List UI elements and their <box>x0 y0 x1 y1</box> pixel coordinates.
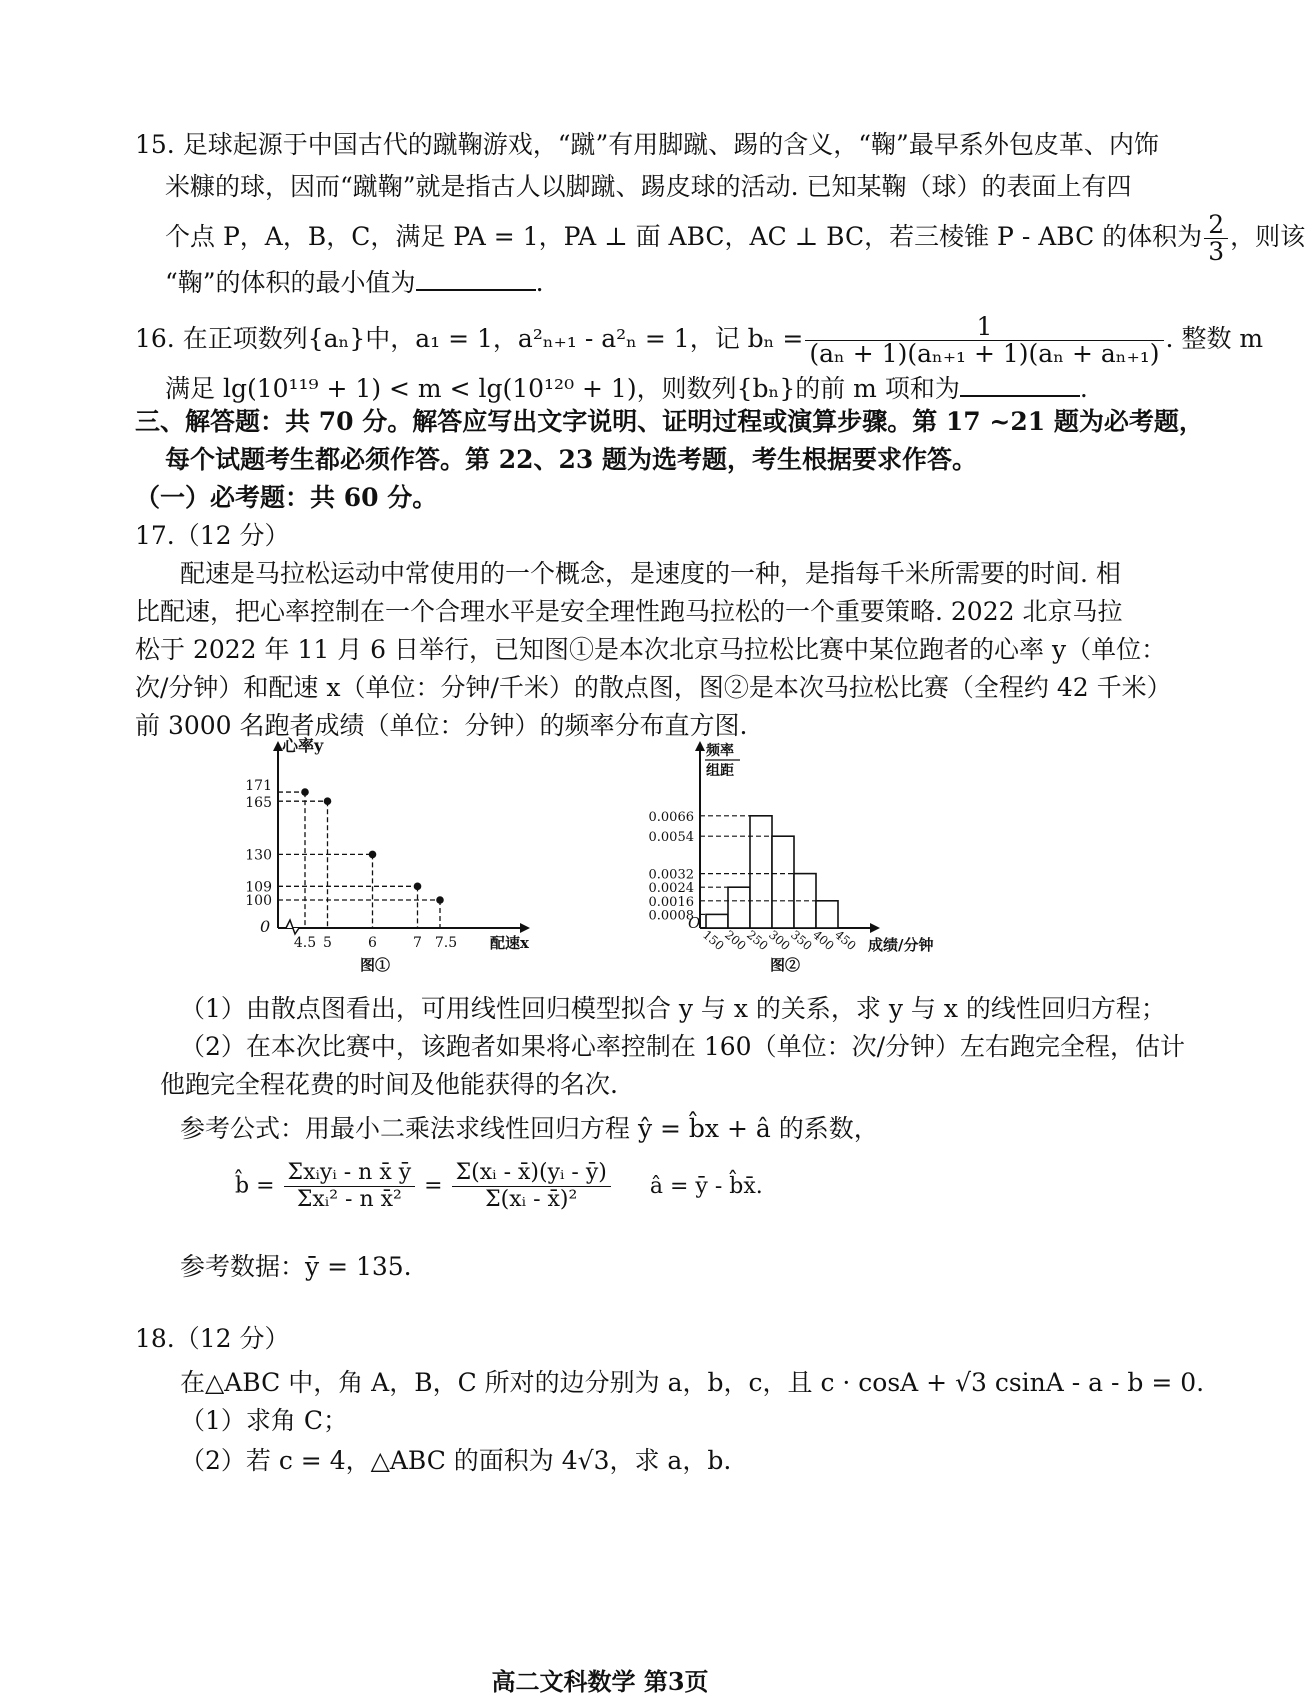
q15-line4 <box>165 266 544 300</box>
q16-line1-end: . 整数 m <box>1165 324 1264 353</box>
y-tick-label-1: 0.0054 <box>648 830 694 846</box>
q17-formula-title: 参考公式：用最小二乘法求线性回归方程 ŷ = b̂x + â 的系数， <box>180 1114 879 1143</box>
y-tick-label-2: 130 <box>245 847 272 864</box>
q17-part2-cont: 他跑完全程花费的时间及他能获得的名次. <box>160 1070 618 1099</box>
q16-bn-fraction <box>805 314 1163 367</box>
q15-line4-end: . <box>535 268 544 297</box>
q17-formula <box>235 1160 763 1213</box>
y-axis-label-numerator: 频率 <box>706 743 734 759</box>
q15-volume-fraction <box>1204 212 1228 265</box>
page-footer: 高二文科数学 第3页 <box>491 1667 709 1696</box>
q16-line1 <box>135 314 1263 367</box>
histogram-bar-2 <box>750 816 772 928</box>
y-tick-label-4: 100 <box>245 893 272 909</box>
y-axis-arrow <box>695 741 705 751</box>
q15-frac-den: 3 <box>1208 237 1225 266</box>
q15-line3-text: 个点 P，A，B，C，满足 PA = 1，PA ⊥ 面 ABC，AC ⊥ BC，若三棱锥 P - ABC 的体积为 <box>165 222 1203 251</box>
q17-ref-data: 参考数据：ȳ = 135. <box>180 1252 412 1281</box>
histogram-finish-time <box>620 735 960 980</box>
y-axis-label-denominator: 组距 <box>706 763 734 779</box>
q15-line1: 15. 足球起源于中国古代的蹴鞠游戏，“蹴”有用脚蹴、踢的含义，“鞠”最早系外包皮革、内饰 <box>135 130 1159 159</box>
data-point-3 <box>414 883 422 891</box>
q16-line2-end: . <box>1079 374 1088 403</box>
x-tick-label-5: 400 <box>810 927 837 954</box>
formula-a-hat: â = ȳ - b̂x̄. <box>649 1173 763 1199</box>
histogram-bar-5 <box>816 901 838 928</box>
x-axis-label: 成绩/分钟 <box>868 936 934 954</box>
q17-para-5: 前 3000 名跑者成绩（单位：分钟）的频率分布直方图. <box>135 711 748 740</box>
y-tick-label-4: 0.0016 <box>648 894 694 910</box>
q16-line2 <box>165 372 1088 406</box>
q17-part1: （1）由散点图看出，可用线性回归模型拟合 y 与 x 的关系，求 y 与 x 的线性回归方程； <box>180 994 1166 1023</box>
x-tick-label-6: 450 <box>832 927 859 954</box>
q16-answer-blank <box>960 373 1080 397</box>
formula-frac-2 <box>452 1160 611 1213</box>
q15-answer-blank <box>416 267 536 291</box>
q15-line2: 米糠的球，因而“蹴鞠”就是指古人以脚蹴、踢皮球的活动. 已知某鞠（球）的表面上有四 <box>165 172 1132 201</box>
figure-caption: 图① <box>360 956 391 974</box>
q17-para-2: 比配速，把心率控制在一个合理水平是安全理性跑马拉松的一个重要策略. 2022 北京马拉 <box>135 597 1123 626</box>
q16-frac-den: (aₙ + 1)(aₙ₊₁ + 1)(aₙ + aₙ₊₁) <box>809 339 1160 368</box>
formula-b-hat: b̂ = <box>235 1173 275 1199</box>
y-tick-label-3: 109 <box>245 879 272 896</box>
q16-line2-text: 满足 lg(10¹¹⁹ + 1) < m < lg(10¹²⁰ + 1)，则数列{bₙ}的前 m 项和为 <box>165 374 960 403</box>
x-axis-label: 配速x <box>490 934 529 952</box>
x-axis-arrow <box>870 923 880 933</box>
y-tick-label-2: 0.0032 <box>648 867 694 883</box>
q18-stem: 在△ABC 中，角 A，B，C 所对的边分别为 a，b，c，且 c · cosA + √3 csinA - a - b = 0. <box>180 1368 1205 1397</box>
x-tick-label-2: 250 <box>744 927 771 954</box>
formula-frac-1 <box>284 1160 416 1213</box>
formula-den-2: Σ(xᵢ - x̄)² <box>485 1187 578 1212</box>
y-tick-label-3: 0.0024 <box>648 881 694 897</box>
x-tick-label-2: 6 <box>368 935 377 951</box>
formula-num-1: Σxᵢyᵢ - n x̄ ȳ <box>284 1160 416 1187</box>
q17-part2: （2）在本次比赛中，该跑者如果将心率控制在 160（单位：次/分钟）左右跑完全程，估计 <box>180 1032 1185 1061</box>
y-tick-label-0: 0.0066 <box>648 809 694 825</box>
q17-para-1: 配速是马拉松运动中常使用的一个概念，是速度的一种，是指每千米所需要的时间. 相 <box>180 559 1121 588</box>
x-tick-label-4: 350 <box>788 927 815 954</box>
x-tick-label-1: 5 <box>323 935 332 951</box>
data-point-2 <box>369 851 377 859</box>
x-tick-label-3: 300 <box>766 927 793 954</box>
section3-required: （一）必考题：共 60 分。 <box>135 483 438 512</box>
section3-line2: 每个试题考生都必须作答。第 22、23 题为选考题，考生根据要求作答。 <box>165 445 977 474</box>
q16-frac-num: 1 <box>805 314 1163 341</box>
q15-frac-num: 2 <box>1204 212 1228 239</box>
q17-para-4: 次/分钟）和配速 x（单位：分钟/千米）的散点图，图②是本次马拉松比赛（全程约 42 千米） <box>135 673 1172 702</box>
y-axis-label: 心率y <box>282 736 324 755</box>
section3-heading: 三、解答题：共 70 分。解答应写出文字说明、证明过程或演算步骤。第 17 ~21 题为必考题， <box>135 407 1204 436</box>
x-tick-label-0: 150 <box>700 927 727 954</box>
origin-label: 0 <box>260 917 271 936</box>
y-tick-label-1: 165 <box>245 795 272 812</box>
x-axis-arrow <box>520 923 530 933</box>
formula-num-2: Σ(xᵢ - x̄)(yᵢ - ȳ) <box>452 1160 611 1187</box>
scatter-chart-heart-rate <box>230 735 560 980</box>
x-tick-label-4: 7.5 <box>434 935 458 951</box>
histogram-bar-0 <box>706 914 728 928</box>
q18-part1: （1）求角 C； <box>180 1406 348 1435</box>
figure-caption: 图② <box>770 956 801 974</box>
data-point-4 <box>436 896 444 904</box>
y-tick-label-0: 171 <box>245 778 272 795</box>
q15-line3 <box>165 212 1305 265</box>
q18-header: 18.（12 分） <box>135 1324 290 1353</box>
y-tick-label-5: 0.0008 <box>648 908 694 924</box>
q17-para-3: 松于 2022 年 11 月 6 日举行，已知图①是本次北京马拉松比赛中某位跑者的心率 y（单位： <box>135 635 1167 664</box>
x-tick-label-3: 7 <box>413 935 422 951</box>
formula-den-1: Σxᵢ² - n x̄² <box>296 1187 402 1212</box>
x-tick-label-1: 200 <box>722 927 749 954</box>
q15-line4-text: “鞠”的体积的最小值为 <box>165 268 416 297</box>
histogram-bar-1 <box>728 887 750 928</box>
q15-line3-end: ，则该 <box>1230 222 1305 251</box>
data-point-0 <box>301 788 309 796</box>
q18-part2: （2）若 c = 4，△ABC 的面积为 4√3，求 a，b. <box>180 1446 732 1475</box>
origin-label: O <box>688 914 701 932</box>
data-point-1 <box>324 797 332 805</box>
formula-equals: = <box>424 1173 443 1199</box>
histogram-bar-3 <box>772 836 794 928</box>
q16-line1-text: 16. 在正项数列{aₙ}中，a₁ = 1，a²ₙ₊₁ - a²ₙ = 1，记 bₙ = <box>135 324 804 353</box>
q17-header: 17.（12 分） <box>135 521 290 550</box>
x-tick-label-0: 4.5 <box>293 935 317 951</box>
